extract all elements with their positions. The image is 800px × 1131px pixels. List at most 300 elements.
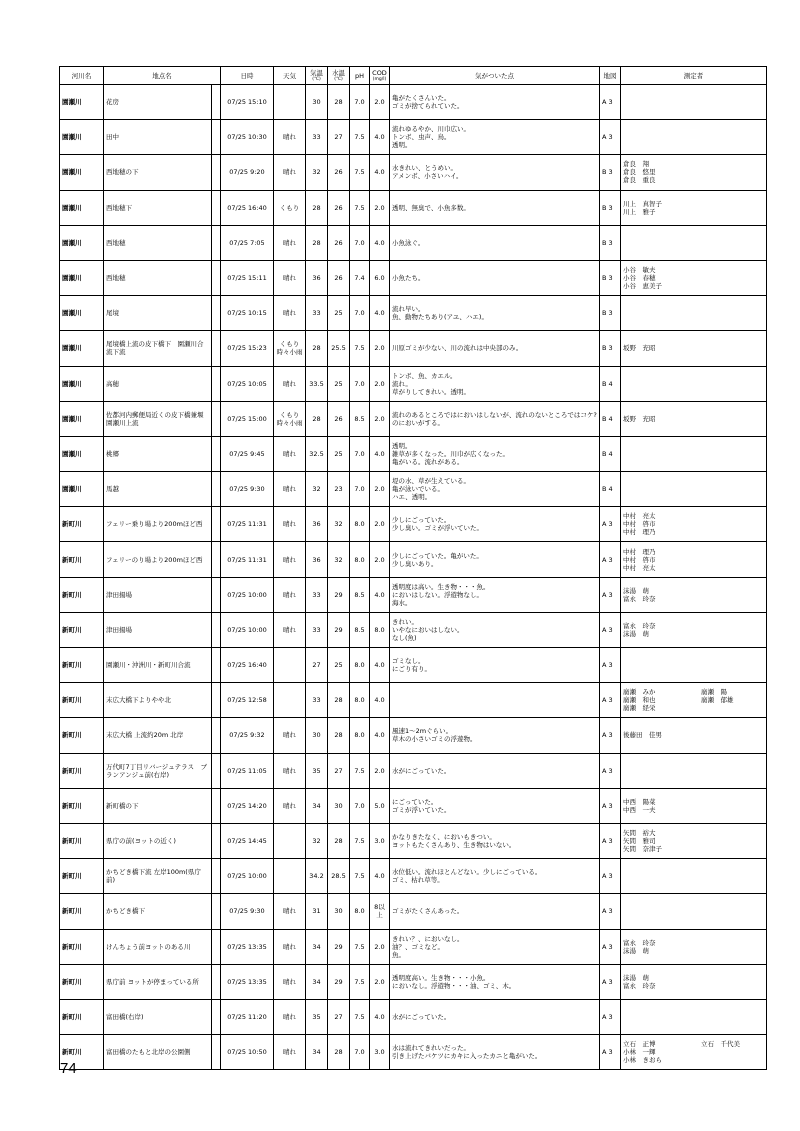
observer-name: 廣瀬 経栄 [623,704,656,713]
ph-cell: 7.4 [350,260,370,295]
observer-cell [621,120,767,155]
ph-cell: 7.5 [350,120,370,155]
observer-cell [621,542,767,577]
water-temp-cell: 27 [328,753,350,788]
site-spacer-cell [212,648,221,683]
site-cell: 津田揚場 [104,612,212,647]
date-cell: 07/25 15:11 [221,260,274,295]
weather-cell: 晴れ [274,296,306,331]
observer-cell [621,1035,767,1070]
river-cell: 新町川 [60,894,104,929]
notes-cell: 流れ早い。 魚、動物たちあり(アユ、ハエ)。 [390,296,600,331]
observer-name: 矢間 雅司 [623,837,656,846]
ph-cell: 8.5 [350,577,370,612]
header-weather: 天気 [274,67,306,85]
water-temp-cell: 25 [328,366,350,401]
table-row [60,859,767,894]
water-temp-cell: 26 [328,225,350,260]
river-cell: 新町川 [60,507,104,542]
river-cell: 新町川 [60,999,104,1034]
header-cod-unit: (mg/l) [372,77,387,82]
observer-name: 中西 陽菜 [623,797,656,806]
site-cell: 桃郷 [104,436,212,471]
river-cell: 新町川 [60,683,104,718]
date-cell: 07/25 9:30 [221,472,274,507]
cod-cell: 3.0 [370,1035,390,1070]
date-cell: 07/25 11:31 [221,542,274,577]
site-spacer-cell [212,894,221,929]
ph-cell: 7.5 [350,859,370,894]
cod-cell: 2.0 [370,753,390,788]
notes-cell: きれい。 いやなにおいはしない。 なし(魚) [390,612,600,647]
weather-cell: 晴れ [274,999,306,1034]
date-cell: 07/25 15:10 [221,85,274,120]
date-cell: 07/25 11:05 [221,753,274,788]
table-row [60,436,767,471]
cod-cell: 4.0 [370,859,390,894]
table-row [60,894,767,929]
notes-cell: 水がにごっていた。 [390,753,600,788]
site-cell: 万代町7丁目リバージュテラス ブランアンジュ前(右岸) [104,753,212,788]
observer-name: 中村 理乃 [623,547,656,556]
air-temp-cell: 28 [306,225,328,260]
air-temp-cell: 34.2 [306,859,328,894]
observer-name: 沫湯 萌 [623,629,649,638]
river-cell: 園瀬川 [60,296,104,331]
observer-cell [621,753,767,788]
table-row [60,225,767,260]
site-cell: 末広大橋下よりやや北 [104,683,212,718]
observer-name: 後藤田 佳男 [623,731,662,740]
table-row [60,472,767,507]
ph-cell: 8.5 [350,612,370,647]
date-cell: 07/25 10:00 [221,612,274,647]
ph-cell: 7.5 [350,331,370,366]
notes-cell: 小魚泳ぐ。 [390,225,600,260]
water-temp-cell: 29 [328,612,350,647]
site-cell: 佐都河内郵便局近くの皮下橋兼堰 園瀬川上流 [104,401,212,436]
site-cell: フェリーのり場より200mほど西 [104,542,212,577]
notes-cell: ゴミがたくさんあった。 [390,894,600,929]
cod-cell: 4.0 [370,999,390,1034]
notes-cell: 川原ゴミが少ない、川の流れは中央部のみ。 [390,331,600,366]
observer-name: 矢間 裕大 [623,829,656,838]
cod-cell: 8以上 [370,894,390,929]
map-cell: A 3 [600,999,621,1034]
ph-cell: 7.5 [350,190,370,225]
date-cell: 07/25 12:58 [221,683,274,718]
air-temp-cell: 28 [306,190,328,225]
table-row [60,296,767,331]
date-cell: 07/25 7:05 [221,225,274,260]
header-notes: 気がついた点 [390,67,600,85]
observer-name: 富永 玲奈 [623,981,656,990]
table-header-row [60,67,767,85]
cod-cell: 2.0 [370,190,390,225]
weather-cell: 晴れ [274,1035,306,1070]
water-temp-cell: 28 [328,683,350,718]
header-water-temp-label: 水温 [332,69,345,77]
water-temp-cell: 28 [328,1035,350,1070]
observer-cell [621,823,767,858]
observer-name: 矢間 奈津子 [623,845,662,854]
air-temp-cell: 28 [306,401,328,436]
site-spacer-cell [212,436,221,471]
observer-cell [621,366,767,401]
observer-cell [621,964,767,999]
notes-cell: 小魚たち。 [390,260,600,295]
site-spacer-cell [212,85,221,120]
weather-cell [274,648,306,683]
header-observer: 測定者 [621,67,767,85]
notes-cell [390,683,600,718]
table-row [60,788,767,823]
table-row [60,999,767,1034]
cod-cell: 5.0 [370,788,390,823]
map-cell: A 3 [600,823,621,858]
map-cell: A 3 [600,929,621,964]
air-temp-cell: 33 [306,120,328,155]
site-spacer-cell [212,472,221,507]
date-cell: 07/25 10:15 [221,296,274,331]
notes-cell: 堤の水、草が生えている。 亀が泳いでいる。 ハエ、透明。 [390,472,600,507]
site-cell: 尾境橋上流の皮下橋下 園瀬川合流下流 [104,331,212,366]
date-cell: 07/25 10:30 [221,120,274,155]
weather-cell [274,859,306,894]
river-cell: 園瀬川 [60,155,104,190]
river-cell: 園瀬川 [60,190,104,225]
air-temp-cell: 36 [306,507,328,542]
header-date: 日時 [221,67,274,85]
cod-cell: 2.0 [370,401,390,436]
cod-cell: 8.0 [370,612,390,647]
table-row [60,542,767,577]
water-survey-table [59,66,767,1070]
ph-cell: 7.5 [350,155,370,190]
notes-cell: にごっていた。 ゴミが浮いていた。 [390,788,600,823]
notes-cell: 亀がたくさんいた。 ゴミが捨てられていた。 [390,85,600,120]
site-spacer-cell [212,120,221,155]
site-cell: 高穂 [104,366,212,401]
map-cell: A 3 [600,120,621,155]
site-cell: 田中 [104,120,212,155]
site-spacer-cell [212,964,221,999]
weather-cell: 晴れ [274,612,306,647]
header-air-temp-label: 気温 [310,69,323,77]
site-cell: 県庁の前(ヨットの近く) [104,823,212,858]
observer-cell [621,859,767,894]
date-cell: 07/25 10:05 [221,366,274,401]
observer-name: 中西 一夫 [623,805,656,814]
header-cod-label: COD [372,69,387,77]
table-row [60,753,767,788]
map-cell: A 3 [600,648,621,683]
weather-cell: 晴れ [274,964,306,999]
date-cell: 07/25 16:40 [221,648,274,683]
date-cell: 07/25 13:35 [221,964,274,999]
weather-cell: 晴れ [274,225,306,260]
cod-cell: 2.0 [370,542,390,577]
observer-name: 富永 玲奈 [623,621,656,630]
notes-cell: ゴミなし。 にごり有り。 [390,648,600,683]
observer-name: 中村 亮太 [623,512,656,521]
map-cell: A 3 [600,859,621,894]
water-temp-cell: 28 [328,823,350,858]
map-cell: A 3 [600,788,621,823]
water-temp-cell: 28 [328,718,350,753]
weather-cell: 晴れ [274,436,306,471]
date-cell: 07/25 10:00 [221,577,274,612]
river-cell: 新町川 [60,753,104,788]
table-row [60,366,767,401]
header-site: 地点名 [104,67,221,85]
site-cell: フェリー乗り場より200mほど西 [104,507,212,542]
map-cell: A 3 [600,85,621,120]
weather-cell [274,823,306,858]
cod-cell: 4.0 [370,718,390,753]
cod-cell: 3.0 [370,823,390,858]
air-temp-cell: 32.5 [306,436,328,471]
map-cell: B 4 [600,472,621,507]
table-row [60,823,767,858]
air-temp-cell: 36 [306,542,328,577]
river-cell: 園瀬川 [60,472,104,507]
site-spacer-cell [212,542,221,577]
observer-cell [621,999,767,1034]
observer-name: 中村 亮太 [623,563,656,572]
air-temp-cell: 32 [306,155,328,190]
weather-cell: 晴れ [274,894,306,929]
observer-name: 沫湯 萌 [623,946,649,955]
site-spacer-cell [212,788,221,823]
ph-cell: 8.0 [350,648,370,683]
weather-cell: 晴れ [274,260,306,295]
observer-cell [621,331,767,366]
ph-cell: 8.0 [350,542,370,577]
header-water-temp-unit: (℃) [334,77,343,82]
cod-cell: 4.0 [370,577,390,612]
table-row [60,401,767,436]
map-cell: A 3 [600,542,621,577]
site-cell: 西地穂 [104,260,212,295]
weather-cell: 晴れ [274,718,306,753]
site-cell: 西地穂下 [104,190,212,225]
date-cell: 07/25 10:00 [221,859,274,894]
ph-cell: 7.0 [350,296,370,331]
observer-cell [621,401,767,436]
ph-cell: 8.0 [350,718,370,753]
ph-cell: 7.5 [350,929,370,964]
table-row [60,577,767,612]
notes-cell: 透明度高い。生き物・・・小魚。 においなし。浮遊物・・・油、ゴミ、木。 [390,964,600,999]
water-temp-cell: 32 [328,507,350,542]
observer-name: 小林 きおら [623,1056,662,1065]
river-cell: 新町川 [60,648,104,683]
date-cell: 07/25 15:23 [221,331,274,366]
table-row [60,929,767,964]
header-ph: pH [350,67,370,85]
date-cell: 07/25 16:40 [221,190,274,225]
site-spacer-cell [212,929,221,964]
notes-cell: トンボ、魚、カエル。 流れ。 草がりしてきれい。透明。 [390,366,600,401]
river-cell: 新町川 [60,542,104,577]
date-cell: 07/25 9:32 [221,718,274,753]
site-cell: 富田橋(右岸) [104,999,212,1034]
air-temp-cell: 27 [306,648,328,683]
observer-name: 倉良 重良 [623,176,656,185]
water-temp-cell: 25 [328,648,350,683]
header-river: 河川名 [60,67,104,85]
map-cell: A 3 [600,894,621,929]
notes-cell: 水位低い。流れほとんどない。少しにごっている。 ゴミ、枯れ草等。 [390,859,600,894]
ph-cell: 7.5 [350,999,370,1034]
ph-cell: 7.5 [350,964,370,999]
air-temp-cell: 35 [306,999,328,1034]
site-spacer-cell [212,683,221,718]
observer-cell [621,296,767,331]
air-temp-cell: 34 [306,964,328,999]
notes-cell: 水は流れてきれいだった。 引き上げたバケツにカキに入ったカニと亀がいた。 [390,1035,600,1070]
air-temp-cell: 33 [306,577,328,612]
map-cell: B 4 [600,366,621,401]
site-spacer-cell [212,577,221,612]
site-cell: けんちょう前ヨットのある川 [104,929,212,964]
water-temp-cell: 30 [328,788,350,823]
cod-cell: 2.0 [370,964,390,999]
water-temp-cell: 27 [328,999,350,1034]
river-cell: 新町川 [60,964,104,999]
weather-cell: 晴れ [274,120,306,155]
observer-cell [621,612,767,647]
observer-cell [621,577,767,612]
ph-cell: 8.5 [350,401,370,436]
observer-cell [621,190,767,225]
table-row [60,507,767,542]
weather-cell: 晴れ [274,472,306,507]
cod-cell: 4.0 [370,296,390,331]
table-row [60,120,767,155]
water-temp-cell: 23 [328,472,350,507]
cod-cell: 2.0 [370,366,390,401]
air-temp-cell: 36 [306,260,328,295]
river-cell: 新町川 [60,718,104,753]
water-temp-cell: 29 [328,964,350,999]
observer-name: 立石 正博 立石 千代美 [623,1040,740,1049]
site-spacer-cell [212,718,221,753]
observer-cell [621,648,767,683]
site-spacer-cell [212,155,221,190]
map-cell: A 3 [600,964,621,999]
ph-cell: 7.0 [350,472,370,507]
date-cell: 07/25 15:00 [221,401,274,436]
notes-cell: きれい？、においなし。 油？、ゴミなど。 魚。 [390,929,600,964]
site-spacer-cell [212,753,221,788]
water-temp-cell: 25 [328,436,350,471]
observer-cell [621,260,767,295]
water-temp-cell: 25.5 [328,331,350,366]
observer-name: 廣瀬 みか 廣瀬 陽 [623,688,727,697]
river-cell: 新町川 [60,859,104,894]
map-cell: B 3 [600,296,621,331]
site-cell: 県庁前 ヨットが停まっている所 [104,964,212,999]
weather-cell [274,85,306,120]
notes-cell: 透明。 雑草が多くなった。川巾が広くなった。 亀がいる。流れがある。 [390,436,600,471]
ph-cell: 8.0 [350,683,370,718]
map-cell: A 3 [600,577,621,612]
notes-cell: 透明度は高い。生き物・・・魚。 においはしない。浮遊物なし。 海水。 [390,577,600,612]
river-cell: 園瀬川 [60,331,104,366]
observer-name: 富永 玲奈 [623,594,656,603]
notes-cell: かなりきたなく、においもきつい。 ヨットもたくさんあり、生き物はいない。 [390,823,600,858]
weather-cell: くもり [274,190,306,225]
river-cell: 新町川 [60,929,104,964]
observer-name: 小谷 敏夫 [623,266,656,275]
date-cell: 07/25 11:20 [221,999,274,1034]
water-temp-cell: 26 [328,155,350,190]
map-cell: B 3 [600,155,621,190]
air-temp-cell: 33 [306,296,328,331]
observer-name: 川上 真智子 [623,199,662,208]
observer-cell [621,225,767,260]
site-spacer-cell [212,296,221,331]
observer-cell [621,788,767,823]
air-temp-cell: 28 [306,331,328,366]
observer-name: 小谷 春穂 [623,274,656,283]
air-temp-cell: 30 [306,85,328,120]
observer-name: 富永 玲奈 [623,938,656,947]
site-spacer-cell [212,331,221,366]
site-cell: 津田揚場 [104,577,212,612]
site-spacer-cell [212,260,221,295]
weather-cell: 晴れ [274,155,306,190]
table-row [60,683,767,718]
notes-cell: 流れのあるところではにおいはしないが、流れのないところではコケ?のにおいがする。 [390,401,600,436]
water-temp-cell: 28.5 [328,859,350,894]
air-temp-cell: 35 [306,753,328,788]
header-air-temp-unit: (℃) [312,77,321,82]
site-cell: 園瀬川・沖洲川・新町川合流 [104,648,212,683]
observer-name: 倉良 悠里 [623,168,656,177]
observer-name: 中村 啓市 [623,520,656,529]
cod-cell: 2.0 [370,472,390,507]
notes-cell: 水きれい、とうめい。 アメンボ、小さいハイ。 [390,155,600,190]
weather-cell: 晴れ [274,929,306,964]
river-cell: 新町川 [60,577,104,612]
table-row [60,260,767,295]
header-air-temp [306,67,328,85]
map-cell: A 3 [600,1035,621,1070]
observer-cell [621,436,767,471]
map-cell: B 3 [600,225,621,260]
site-spacer-cell [212,1035,221,1070]
notes-cell: 風速1～2mぐらい。 草木の小さいゴミの浮遊物。 [390,718,600,753]
map-cell: B 3 [600,190,621,225]
water-temp-cell: 26 [328,190,350,225]
observer-name: 中村 啓市 [623,555,656,564]
site-spacer-cell [212,999,221,1034]
river-cell: 新町川 [60,823,104,858]
observer-name: 廣瀬 和也 廣瀬 郁雄 [623,696,734,705]
notes-cell: 少しにごっていた。 少し臭い。ゴミが浮いていた。 [390,507,600,542]
site-cell: 尾境 [104,296,212,331]
water-temp-cell: 27 [328,120,350,155]
header-cod [370,67,390,85]
table-row [60,331,767,366]
site-cell: 花房 [104,85,212,120]
table-row [60,648,767,683]
air-temp-cell: 33 [306,683,328,718]
site-spacer-cell [212,225,221,260]
